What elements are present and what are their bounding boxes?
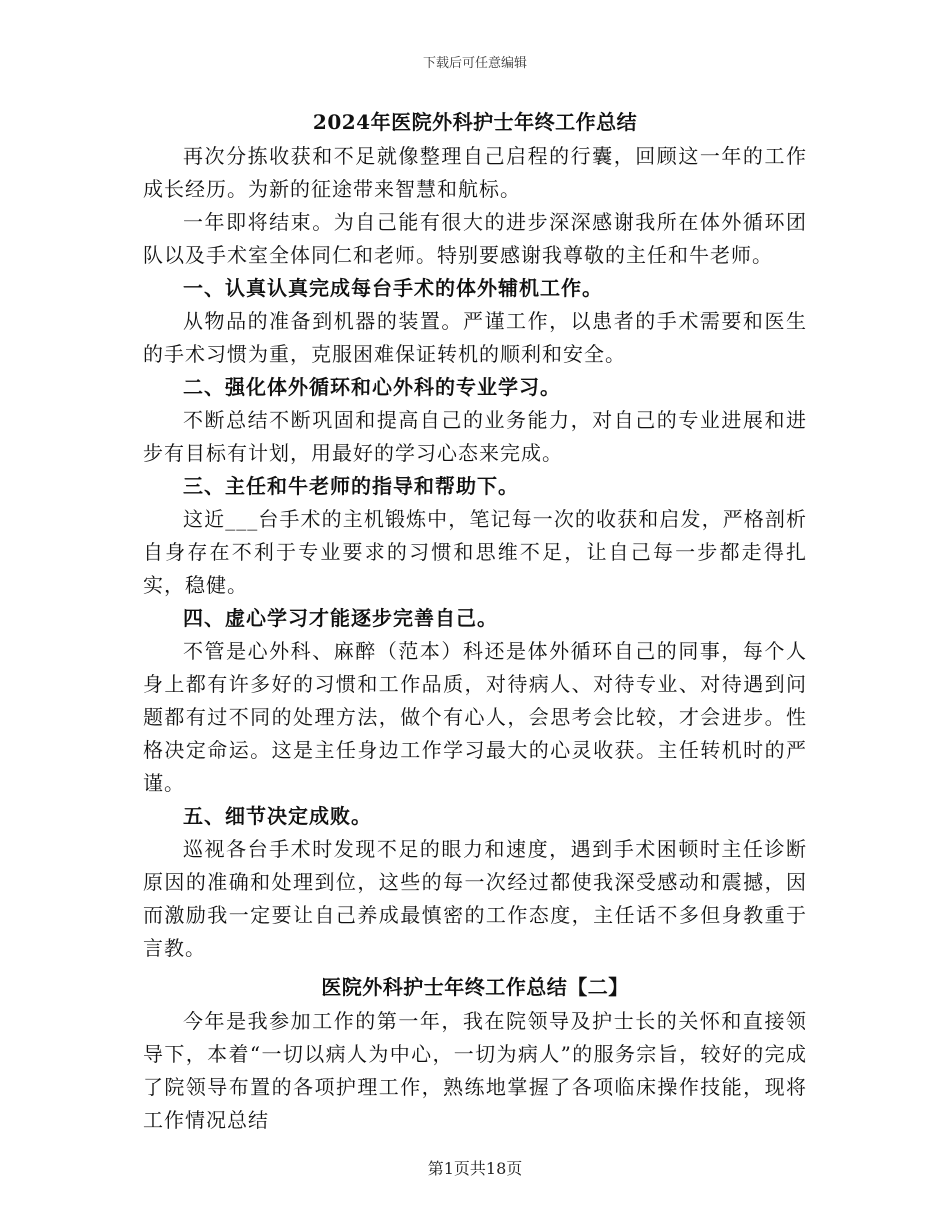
section-heading: 五、细节决定成败。 [183,804,372,828]
section-paragraph: 从物品的准备到机器的装置。严谨工作，以患者的手术需要和医生的手术习惯为重，克服困难保证转机的顺利和安全。 [143,309,807,366]
intro-paragraph: 再次分拣收获和不足就像整理自己启程的行囊，回顾这一年的工作成长经历。为新的征途带来智慧和航标。 [143,144,807,201]
section-paragraph: 不断总结不断巩固和提高自己的业务能力，对自己的专业进展和进步有目标有计划，用最好的学习心态来完成。 [143,408,807,465]
section-heading: 一、认真认真完成每台手术的体外辅机工作。 [183,276,603,300]
section-heading: 四、虚心学习才能逐步完善自己。 [183,606,498,630]
section-paragraph: 这近___台手术的主机锻炼中，笔记每一次的收获和启发，严格剖析自身存在不利于专业要求的习惯和思维不足，让自己每一步都走得扎实，稳健。 [143,507,807,597]
section-heading: 二、强化体外循环和心外科的专业学习。 [183,375,561,399]
page-number: 第1页共18页 [427,1159,523,1178]
section-paragraph: 不管是心外科、麻醉（范本）科还是体外循环自己的同事，每个人身上都有许多好的习惯和工作品质，对待病人、对待专业、对待遇到问题都有过不同的处理方法，做个有心人，会思考会比较，才会进步。性格决定命运。这是主任身边工作学习最大的心灵收获。主任转机时的严谨。 [143,639,807,795]
section-heading: 三、主任和牛老师的指导和帮助下。 [183,474,519,498]
section-paragraph: 巡视各台手术时发现不足的眼力和速度，遇到手术困顿时主任诊断原因的准确和处理到位，这些的每一次经过都使我深受感动和震撼，因而激励我一定要让自己养成最慎密的工作态度，主任话不多但身教重于言教。 [143,837,807,960]
intro-paragraph: 一年即将结束。为自己能有很大的进步深深感谢我所在体外循环团队以及手术室全体同仁和老师。特别要感谢我尊敬的主任和牛老师。 [143,210,807,267]
second-intro-paragraph: 今年是我参加工作的第一年，我在院领导及护士长的关怀和直接领导下，本着“一切以病人为中心，一切为病人”的服务宗旨，较好的完成了院领导布置的各项护理工作，熟练地掌握了各项临床操作技能，现将工作情况总结 [143,1009,807,1132]
document-body [143,104,807,1137]
page-header-note: 下载后可任意编辑 [422,56,527,71]
document-title: 2024年医院外科护士年终工作总结 [312,110,638,134]
second-document-title: 医院外科护士年终工作总结【二】 [321,975,629,999]
